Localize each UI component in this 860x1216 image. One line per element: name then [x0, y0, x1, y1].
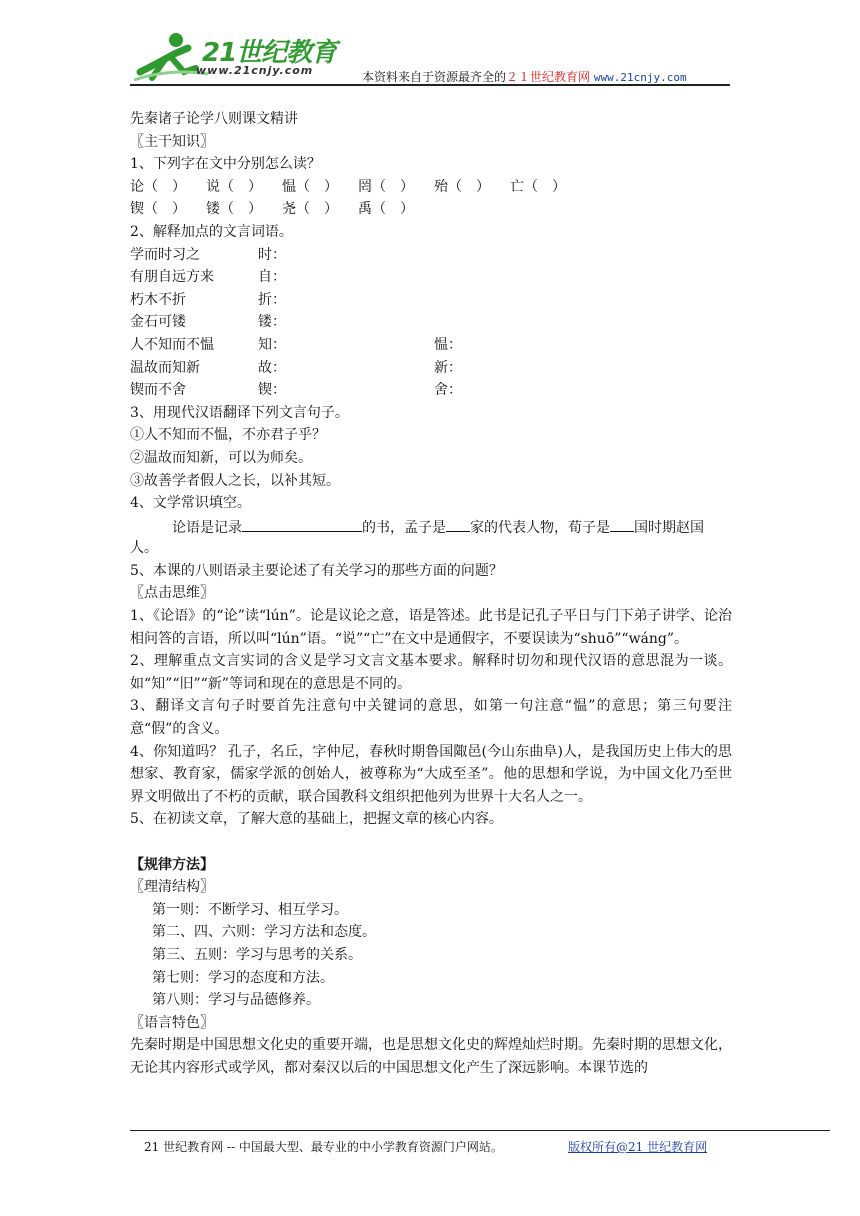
vocab-word-2: 新：	[434, 359, 462, 376]
vocab-row	[130, 289, 732, 312]
tip-paragraph: 2、理解重点文言实词的含义是学习文言文基本要求。解释时切勿和现代汉语的意思混为一谈。如“知”“旧”“新”等词和现在的意思是不同的。	[130, 653, 732, 692]
structure-item: 第八则：学习与品德修养。	[152, 992, 320, 1009]
logo-text: 21世纪教育	[202, 38, 337, 68]
fill-in-blank	[130, 515, 732, 538]
vocab-word: 故：	[258, 359, 286, 376]
vocab-word-2: 愠：	[434, 336, 462, 353]
question-5: 5、本课的八则语录主要论述了有关学习的那些方面的问题？	[130, 562, 503, 579]
fill-in-blank-cont: 人。	[130, 540, 158, 557]
structure-item: 第三、五则：学习与思考的关系。	[152, 946, 362, 963]
pron-item: 亡（ ）	[510, 178, 566, 195]
pron-item: 尧（ ）	[282, 201, 338, 218]
vocab-word: 知：	[258, 336, 286, 353]
fill-text: 家的代表人物，荀子是	[470, 519, 610, 536]
fill-text: 论语是记录	[172, 519, 242, 536]
pron-item: 锲（ ）	[130, 201, 186, 218]
structure-item: 第七则：学习的态度和方法。	[152, 969, 334, 986]
blank-line[interactable]	[242, 515, 362, 532]
vocab-word-2: 舍：	[434, 382, 462, 399]
vocab-phrase: 朽木不折	[130, 291, 186, 308]
vocab-row	[130, 357, 732, 380]
document-body	[130, 108, 732, 1080]
vocab-phrase: 人不知而不愠	[130, 336, 214, 353]
vocab-phrase: 有朋自远方来	[130, 269, 214, 286]
header-note-site: ２１世纪教育网	[506, 70, 591, 84]
pron-item: 愠（ ）	[282, 178, 338, 195]
logo-url: www.21cnjy.com	[196, 64, 314, 77]
pron-item: 镂（ ）	[206, 201, 262, 218]
logo	[130, 28, 340, 84]
sentence-3: ③故善学者假人之长，以补其短。	[130, 472, 340, 489]
fill-text: 的书，孟子是	[362, 519, 446, 536]
tip-paragraph: 5、在初读文章，了解大意的基础上，把握文章的核心内容。	[130, 811, 503, 828]
fill-text: 国时期赵国	[634, 519, 704, 536]
footer-text: 21 世纪教育网 -- 中国最大型、最专业的中小学教育资源门户网站。	[144, 1140, 503, 1154]
section-heading: 〖点击思维〗	[130, 585, 214, 602]
vocab-word: 时：	[258, 246, 286, 263]
header-note-prefix: 本资料来自于资源最齐全的	[362, 70, 507, 84]
header-note-url[interactable]: www.21cnjy.com	[593, 71, 687, 84]
subsection-heading: 〖理清结构〗	[130, 879, 214, 896]
pron-item: 论（ ）	[130, 178, 186, 195]
tip-paragraph: 3、翻译文言句子时要首先注意句中关键词的意思，如第一句注意“愠”的意思；第三句要注意“假”的含义。	[130, 698, 732, 738]
vocab-phrase: 金石可镂	[130, 314, 186, 331]
pron-item: 说（ ）	[206, 178, 262, 195]
vocab-row	[130, 379, 732, 402]
question-2: 2、解释加点的文言词语。	[130, 223, 293, 240]
question-1: 1、下列字在文中分别怎么读？	[130, 156, 321, 173]
footer-divider	[130, 1130, 830, 1131]
blank-line[interactable]	[610, 515, 634, 532]
header-note	[362, 68, 687, 85]
question-4: 4、文学常识填空。	[130, 495, 251, 512]
tip-paragraph: 1、《论语》的“论”读“lún”。论是议论之意，语是答述。此书是记孔子平日与门下弟子讲学、论治相问答的言语，所以叫“lún”语。“说”“亡”在文中是通假字，不要误读为“shuō”“wáng”。	[130, 608, 732, 647]
vocab-word: 折：	[258, 291, 286, 308]
pronunciation-row-1	[130, 176, 732, 199]
pron-item: 禹（ ）	[358, 201, 414, 218]
vocab-phrase: 学而时习之	[130, 246, 200, 263]
pronunciation-row-2	[130, 198, 732, 221]
structure-item: 第一则：不断学习、相互学习。	[152, 901, 348, 918]
subsection-heading: 〖语言特色〗	[130, 1014, 214, 1031]
page-footer	[144, 1138, 708, 1155]
spacer	[130, 831, 732, 854]
vocab-row	[130, 334, 732, 357]
vocab-row	[130, 244, 732, 267]
vocab-phrase: 锲而不舍	[130, 382, 186, 399]
tip-paragraph: 4、你知道吗？ 孔子，名丘，字仲尼，春秋时期鲁国陬邑(今山东曲阜)人，是我国历史上伟大的思想家、教育家，儒家学派的创始人，被尊称为“大成至圣”。他的思想和学说，为中国文化乃至世界文明做出了不朽的贡献，联合国教科文组织把他列为世界十大名人之一。	[130, 743, 732, 805]
sentence-2: ②温故而知新，可以为师矣。	[130, 449, 312, 466]
question-3: 3、用现代汉语翻译下列文言句子。	[130, 404, 349, 421]
copyright-link[interactable]: 版权所有@21 世纪教育网	[568, 1140, 708, 1154]
vocab-row	[130, 311, 732, 334]
vocab-phrase: 温故而知新	[130, 359, 200, 376]
sentence-1: ①人不知而不愠，不亦君子乎？	[130, 427, 326, 444]
header-divider	[130, 84, 730, 86]
structure-item: 第二、四、六则：学习方法和态度。	[152, 924, 376, 941]
vocab-word: 锲：	[258, 382, 286, 399]
section-heading: 【规律方法】	[130, 856, 214, 873]
pron-item: 罔（ ）	[358, 178, 414, 195]
blank-line[interactable]	[446, 515, 470, 532]
pron-item: 殆（ ）	[434, 178, 490, 195]
vocab-word: 镂：	[258, 314, 286, 331]
body-paragraph: 先秦时期是中国思想文化史的重要开端，也是思想文化史的辉煌灿烂时期。先秦时期的思想文化，无论其内容形式或学风，都对秦汉以后的中国思想文化产生了深远影响。本课节选的	[130, 1037, 732, 1076]
doc-title: 先秦诸子论学八则课文精讲	[130, 111, 298, 127]
page-header	[130, 28, 730, 86]
vocab-row	[130, 266, 732, 289]
vocab-word: 自：	[258, 269, 286, 286]
section-heading: 〖主干知识〗	[130, 133, 214, 150]
